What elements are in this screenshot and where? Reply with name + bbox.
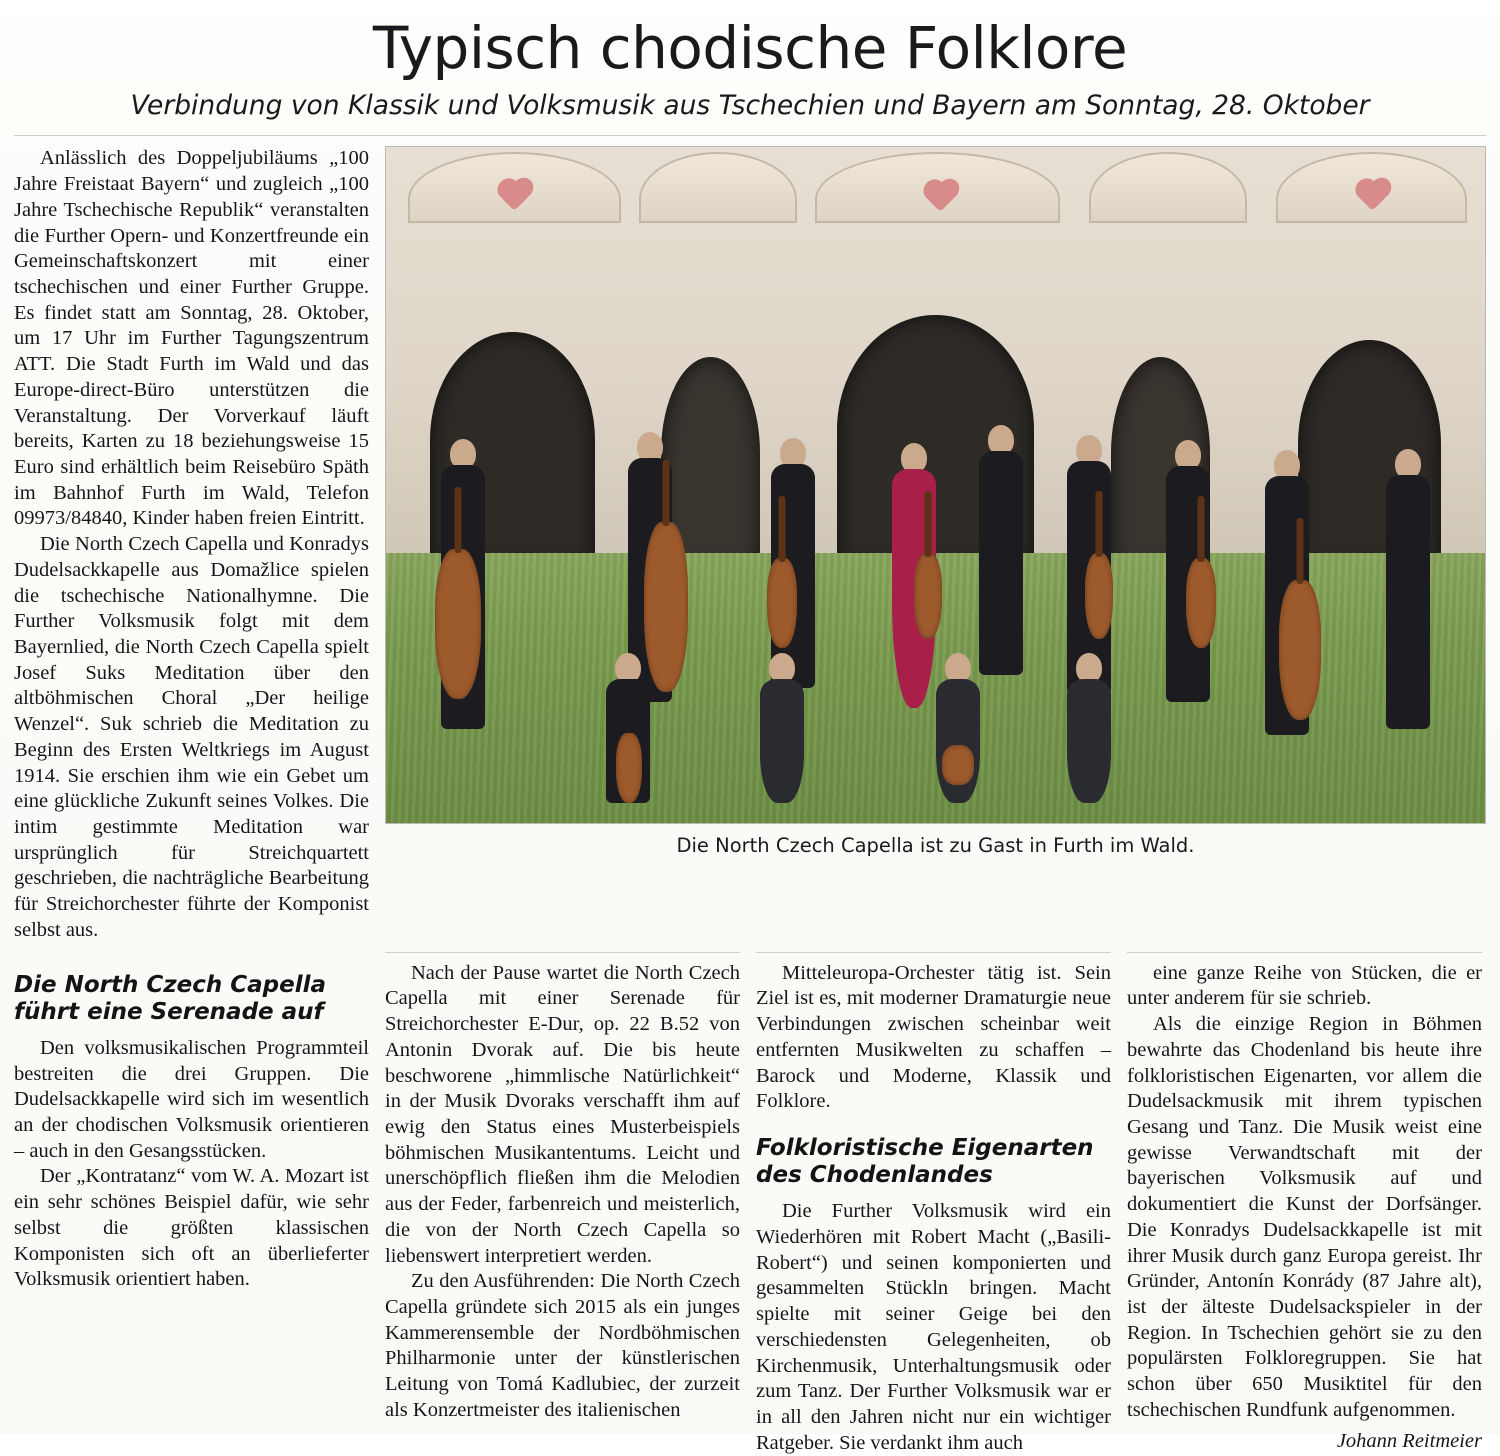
person-body [760, 679, 804, 803]
violin-icon [767, 558, 797, 648]
page-subtitle: Verbindung von Klassik und Volksmusik aus Tschechien und Bayern am Sonntag, 28. Oktober [130, 89, 1370, 121]
page-title: Typisch chodische Folklore [372, 14, 1128, 82]
heart-icon [1358, 181, 1388, 211]
musician [441, 439, 485, 729]
top-block [0, 146, 1500, 943]
paragraph: Anlässlich des Doppeljubiläums „100 Jahre Freistaat Bayern“ und zugleich „100 Jahre Tschechische Republik“ veranstalten die Further Opern- und Konzertfreunde ein Gemeinschaftskonzert mit einer tschechischen und einer Further Gruppe. Es findet statt am Sonntag, 28. Oktober, um 17 Uhr im Further Tagungszentrum ATT. Die Stadt Furth im Wald und das Europe-direct-Büro unterstützen die Veranstaltung. Der Vorverkauf läuft bereits, Karten zu 18 beziehungsweise 15 Euro sind erhältlich beim Reisebüro Späth im Bahnhof Furth im Wald, Telefon 09973/84840, Kinder haben freien Eintritt. [14, 147, 369, 530]
paragraph: Zu den Ausführenden: Die North Czech Capella gründete sich 2015 als ein junges Kammerensemble der Nordböhmischen Philharmonie unter der künstlerischen Leitung von Tomá Kadlubiec, der zurzeit als Konzertmeister des italienischen [385, 1270, 740, 1421]
divider [385, 952, 740, 953]
column-3 [756, 952, 1111, 1456]
pediment-icon [1276, 152, 1467, 223]
column-4 [1127, 952, 1482, 1456]
section-subhead: Folkloristische Eigenarten des Chodenlandes [756, 1134, 1094, 1189]
paragraph: eine ganze Reihe von Stücken, die er unter anderem für sie schrieb. [1127, 961, 1482, 1010]
person-body [1067, 679, 1111, 803]
divider [1127, 952, 1482, 953]
paragraph: Den volksmusikalischen Programmteil bestreiten die drei Gruppen. Die Dudelsackkapelle wird sich im wesentlich an der chodischen Volksmusik orientieren – auch in den Gesangsstücken. [14, 1036, 369, 1162]
instrument-neck [1096, 491, 1103, 557]
musician [979, 425, 1023, 675]
heart-icon [500, 181, 530, 211]
musician [1265, 450, 1309, 735]
musician [1166, 440, 1210, 702]
pediment-icon [408, 152, 621, 223]
viola-icon [1186, 558, 1216, 648]
violin-icon [1085, 553, 1113, 639]
pediment-icon [1089, 152, 1247, 223]
newspaper-page [0, 14, 1500, 1454]
column-2 [385, 952, 740, 1456]
instrument-neck [778, 496, 785, 562]
musician [771, 438, 815, 688]
double-bass-icon [644, 522, 688, 692]
heart-icon [926, 182, 956, 212]
instrument-neck [1297, 518, 1304, 584]
pediment-icon [815, 152, 1061, 223]
photo-block [385, 146, 1486, 943]
musician-seated [1067, 653, 1111, 803]
musician [892, 443, 936, 708]
byline: Johann Reitmeier [1336, 1429, 1482, 1452]
violin-icon [942, 745, 974, 785]
paragraph: Nach der Pause wartet die North Czech Capella mit einer Serenade für Streichorchester E-Dur, op. 22 B.52 von Antonin Dvorak auf. Die bis heute beschworene „himmlische Natürlichkeit“ in der Musik Dvoraks verschafft ihm auf ewig den Status eines Musterbeispiels böhmischen Musikantentums. Leicht und unerschöpflich fließen ihm die Melodien aus der Feder, farbenreich und meisterlich, die von der North Czech Capella so liebenswert interpretiert werden. [385, 961, 740, 1267]
column-1-lower [14, 952, 369, 1456]
instrument-neck [924, 491, 931, 557]
paragraph: Als die einzige Region in Böhmen bewahrte das Chodenland bis heute ihre folkloristischen Eigenarten, vor allem die Dudelsackmusik mit ihrem typischen Gesang und Tanz. Die Musik weist eine gewisse Verwandtschaft mit der bayerischen Volksmusik auf und dokumentiert die Kunst der Dorfsänger. Die Konradys Dudelsackkapelle ist mit ihrer Musik durch ganz Europa gereist. Ihr Gründer, Antonín Konrády (87 Jahre alt), ist der älteste Dudelsackspieler in der Region. In Tschechien gehört sie zu den populärsten Folkloregruppen. Sie hat schon über 650 Musiktitel für den tschechischen Rundfunk aufgenommen. [1127, 1013, 1482, 1421]
instrument-neck [662, 460, 669, 526]
cello-icon [435, 549, 481, 699]
musician-seated [606, 653, 650, 803]
article-photo [385, 146, 1486, 824]
person-body [1386, 475, 1430, 729]
instrument-neck [1198, 496, 1205, 562]
cello-icon [1279, 580, 1321, 720]
violin-icon [914, 553, 942, 639]
person-body [979, 451, 1023, 675]
divider [756, 952, 1111, 953]
paragraph: Die North Czech Capella und Konradys Dudelsackkapelle aus Domažlice spielen die tschechische Nationalhymne. Die Further Volksmusik folgt mit dem Bayernlied, die North Czech Capella spielt Josef Suks Meditation über den altböhmischen Choral „Der heilige Wenzel“. Suk schrieb die Meditation zu Beginn des Ersten Weltkriegs im August 1914. Sie erschien ihm wie ein Gebet um eine glückliche Zukunft seines Volkes. Die intim gestimmte Meditation war ursprünglich für Streichquartett geschrieben, die nachträgliche Bearbeitung für Streichorchester führte der Komponist selbst aus. [14, 533, 369, 941]
section-subhead: Die North Czech Capella führt eine Serenade auf [14, 971, 326, 1025]
musician-seated [760, 653, 804, 803]
violin-icon [616, 733, 642, 803]
photo-caption: Die North Czech Capella ist zu Gast in Furth im Wald. [676, 834, 1195, 858]
lower-columns [0, 944, 1500, 1456]
paragraph: Der „Kontratanz“ vom W. A. Mozart ist ein sehr schönes Beispiel dafür, wie sehr selbst die größten klassischen Komponisten sich oft an überlieferter Volksmusik orientiert haben. [14, 1165, 369, 1291]
pediment-icon [639, 152, 797, 223]
musician-seated [936, 653, 980, 803]
paragraph: Die Further Volksmusik wird ein Wiederhören mit Robert Macht („Basili-Robert“) und seinen komponierten und gesammelten Stückln bringen. Macht spielte mit seiner Geige bei den verschiedensten Gelegenheiten, ob Kirchenmusik, Unterhaltungsmusik oder zum Tanz. Der Further Volksmusik war er in all den Jahren nicht nur ein wichtiger Ratgeber. Sie verdankt ihm auch [756, 1200, 1111, 1454]
paragraph: Mitteleuropa-Orchester tätig ist. Sein Ziel ist es, mit moderner Dramaturgie neue Verbindungen zwischen scheinbar weit entfernten Musikwelten zu schaffen – Barock und Moderne, Klassik und Folklore. [756, 961, 1111, 1113]
divider [14, 135, 1486, 136]
musician [1386, 449, 1430, 729]
instrument-neck [454, 487, 461, 553]
column-1 [14, 146, 369, 943]
